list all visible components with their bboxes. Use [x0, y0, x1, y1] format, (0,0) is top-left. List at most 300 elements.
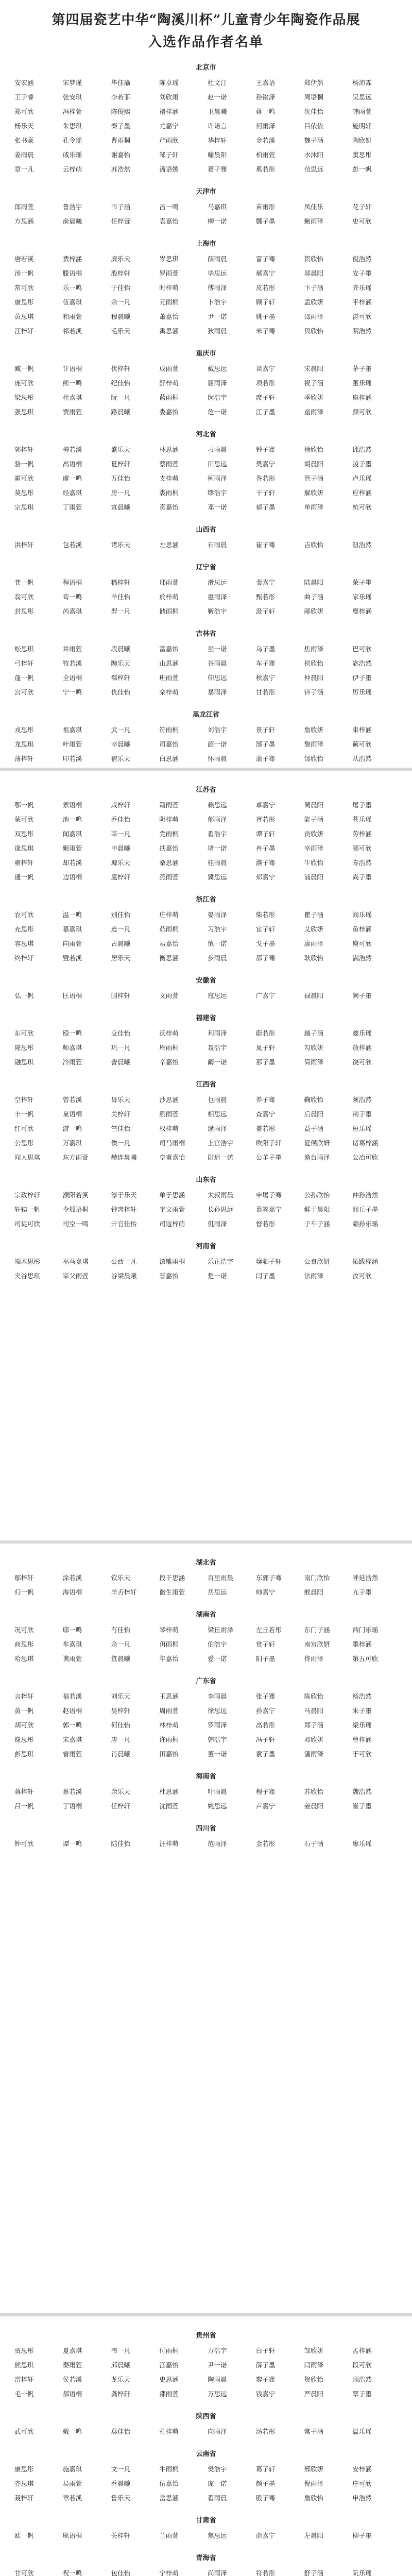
author-name: 任梓轩: [111, 1802, 131, 1810]
author-name: 潘语嫣: [159, 165, 179, 173]
author-name: 李雨晨: [208, 1692, 227, 1700]
author-name: 储雨桐: [159, 607, 179, 615]
author-name: 贾思彤: [14, 2347, 34, 2354]
author-name: 沈雨萱: [159, 1802, 179, 1810]
author-name: 唐若溪: [14, 255, 34, 263]
author-name: 端木思彤: [14, 1258, 41, 1265]
author-name: 牧若溪: [62, 659, 82, 667]
author-name: 乔佳怡: [111, 816, 131, 823]
author-name: 福若溪: [62, 1692, 82, 1700]
author-name: 詹欣妍: [304, 726, 324, 734]
author-name: 鱼梓涵: [352, 925, 372, 933]
author-name: 阙子墨: [352, 992, 372, 999]
author-name: 蒙可欣: [14, 816, 34, 823]
author-name: 有佳怡: [111, 1626, 131, 1634]
author-name: 黎雨泽: [304, 740, 324, 748]
author-name: 瞿子涵: [304, 911, 324, 919]
author-name: 亓官佳怡: [111, 1220, 137, 1228]
region-heading: 广东省: [196, 1677, 216, 1685]
author-name: 左思涵: [159, 541, 179, 549]
author-name: 第五可欣: [352, 1655, 379, 1663]
author-name: 法雨泽: [304, 1272, 324, 1280]
author-name: 麻梓涵: [352, 394, 372, 401]
author-name: 梁丘雨泽: [208, 1626, 234, 1634]
author-name: 钱嘉宁: [255, 2390, 276, 2398]
author-name: 莘一凡: [111, 830, 131, 838]
author-name: 樊嘉宁: [255, 460, 276, 468]
region-heading: 贵州省: [196, 2332, 216, 2340]
author-name: 衡思涵: [159, 954, 179, 962]
author-name: 梅若溪: [62, 446, 82, 453]
author-name: 赏子轩: [255, 1640, 276, 1648]
author-name: 郝语桐: [62, 2390, 82, 2398]
author-name: 汤若彤: [255, 2428, 276, 2435]
author-name: 禹思涵: [159, 327, 179, 335]
author-name: 夹谷思琪: [14, 1272, 41, 1280]
author-name: 方浩宇: [208, 2347, 227, 2354]
author-name: 葛子轩: [255, 2465, 276, 2473]
author-name: 乐正浩宇: [208, 1258, 234, 1265]
author-name: 齐乐瑶: [352, 284, 372, 292]
author-name: 费梓涵: [62, 255, 82, 263]
region-heading: 天津市: [196, 188, 216, 196]
author-name: 利雨泽: [208, 1029, 227, 1037]
author-name: 古晨曦: [111, 940, 131, 947]
author-name: 缪浩宇: [208, 489, 227, 497]
author-name: 姬雨萱: [62, 844, 82, 852]
author-name: 舒梓萌: [159, 379, 179, 387]
author-name: 万佳怡: [111, 474, 131, 482]
author-name: 岳思涵: [159, 2494, 179, 2502]
author-name: 刘欣雨: [159, 93, 179, 101]
author-name: 融思琪: [14, 1058, 34, 1066]
author-name: 茹雨桐: [159, 925, 179, 933]
author-name: 缑晨阳: [304, 1588, 324, 1596]
author-name: 庄梓萌: [159, 911, 179, 919]
author-name: 杨乐天: [14, 122, 34, 130]
author-name: 虞一鸣: [62, 474, 82, 482]
author-name: 郁子墨: [255, 503, 276, 511]
author-name: 乐一鸣: [62, 284, 82, 292]
author-name: 尹一诺: [208, 313, 227, 320]
author-name: 姚思远: [208, 1802, 227, 1810]
author-name: 何雨泽: [255, 122, 276, 130]
author-name-list: [5, 1095, 407, 1163]
author-name: 闵浩宇: [208, 394, 227, 401]
author-name: 宦子轩: [255, 925, 276, 933]
author-name-list: [5, 800, 407, 883]
author-name: 陆佳怡: [111, 1840, 131, 1848]
author-name: 范雨泽: [208, 1840, 227, 1848]
author-name: 邱浩然: [352, 446, 372, 453]
author-name: 昌一鸣: [159, 203, 179, 211]
author-name: 充思彤: [14, 925, 34, 933]
author-name: 靳浩宇: [208, 607, 227, 615]
author-name: 温一鸣: [62, 911, 82, 919]
region-heading: 河南省: [196, 1243, 216, 1250]
author-name: 窦思彤: [352, 151, 372, 159]
author-name: 秦雨萱: [62, 2361, 82, 2369]
author-name: 孟欣妍: [304, 298, 324, 306]
author-name: 朱子墨: [352, 1707, 372, 1715]
author-name: 却若溪: [62, 859, 82, 867]
author-name: 索语桐: [62, 801, 82, 809]
author-name: 钮浩然: [352, 541, 372, 549]
author-name: 罗雨泽: [208, 1721, 227, 1729]
author-name: 龙乐天: [111, 2376, 131, 2383]
author-name: 海语桐: [62, 1588, 82, 1596]
author-name: 洪梓轩: [14, 541, 34, 549]
author-name: 岑思琪: [159, 255, 179, 263]
author-name: 暴雨泽: [208, 688, 227, 696]
author-name: 包佳怡: [111, 2569, 131, 2576]
page-separator: [0, 768, 412, 771]
author-name: 龚一帆: [14, 579, 34, 586]
author-name: 晋嘉怡: [159, 1272, 179, 1280]
author-name: 游一鸣: [62, 1125, 82, 1132]
author-name: 鄢梓轩: [14, 1574, 34, 1582]
author-name: 居乐天: [111, 954, 131, 962]
author-name: 慎一诺: [208, 940, 227, 947]
author-name: 阳子墨: [255, 1655, 276, 1663]
author-name: 赵一诺: [208, 93, 227, 101]
author-name: 胥若彤: [255, 816, 276, 823]
author-name: 籍雨萱: [159, 801, 179, 809]
author-name: 习浩宇: [208, 925, 227, 933]
author-name: 邴欣妍: [304, 607, 324, 615]
author-name-list: [5, 644, 407, 698]
author-name: 宿乐天: [111, 755, 131, 762]
author-name: 阮乐瑶: [352, 2569, 372, 2576]
author-name: 羊舌梓轩: [111, 1588, 137, 1596]
author-name: 文雨萱: [159, 992, 179, 999]
author-name: 祝一鸣: [62, 2569, 82, 2576]
author-name: 李若菲: [111, 93, 131, 101]
author-name: 钟可欣: [14, 1840, 34, 1848]
author-name: 莫佳怡: [111, 2428, 131, 2435]
region-sections: [5, 62, 407, 764]
author-name: 许诺言: [208, 122, 227, 130]
author-name: 宁梓萌: [159, 2569, 179, 2576]
author-name: 邢雨萱: [159, 579, 179, 586]
author-name: 潘雨泽: [304, 1750, 324, 1758]
author-name: 施明轩: [352, 122, 372, 130]
author-name: 王嘉语: [255, 79, 276, 87]
author-name: 郗梓轩: [111, 674, 131, 682]
author-name: 曹雨桐: [111, 137, 131, 144]
author-name: 杜文汀: [208, 79, 227, 87]
author-name: 西门乐瑶: [352, 1626, 379, 1634]
author-name: 常可欣: [14, 284, 34, 292]
author-name: 边语桐: [62, 873, 82, 881]
author-name: 寿浩然: [352, 859, 372, 867]
author-name: 席子轩: [255, 394, 276, 401]
author-name: 司嘉怡: [159, 740, 179, 748]
author-name: 谢思彤: [14, 1736, 34, 1743]
author-name: 易嘉怡: [159, 940, 179, 947]
author-name-list: [5, 1691, 407, 1759]
author-name: 殴一鸣: [62, 1029, 82, 1037]
document-title-line-2: 入选作品作者名单: [148, 35, 264, 50]
author-name: 侯欣怡: [304, 659, 324, 667]
author-name: 孔令瑶: [62, 137, 82, 144]
author-name: 伍嘉琪: [62, 298, 82, 306]
author-name: 伯浩宇: [208, 1640, 227, 1648]
author-name: 薛雨晨: [208, 255, 227, 263]
author-name: 詹欣怡: [304, 2494, 324, 2502]
author-name: 冀思远: [208, 873, 227, 881]
author-name: 能子涵: [304, 816, 324, 823]
author-name: 武一凡: [111, 726, 131, 734]
author-name: 左丘若彤: [255, 1626, 282, 1634]
author-name: 明浩然: [352, 327, 372, 335]
author-name: 翟雨晨: [208, 2494, 227, 2502]
author-name: 吉欣怡: [304, 541, 324, 549]
author-name: 哈思琪: [14, 1655, 34, 1663]
author-name: 益子涵: [304, 1125, 324, 1132]
author-name: 蒋梓轩: [14, 1788, 34, 1795]
author-name: 华梓轩: [208, 137, 227, 144]
author-name: 宓浩然: [352, 659, 372, 667]
author-name: 桂雨晨: [208, 859, 227, 867]
author-name: 宇文雨萱: [159, 1206, 185, 1213]
author-name-list: [5, 910, 407, 963]
author-name: 卢嘉宁: [255, 1802, 276, 1810]
author-name: 张子骞: [255, 1692, 276, 1700]
author-name: 彭思琪: [14, 1750, 34, 1758]
author-name: 邢欣妍: [304, 2465, 324, 2473]
author-name: 柴若彤: [255, 911, 276, 919]
author-name: 弓梓轩: [14, 659, 34, 667]
author-name: 巫一诺: [208, 645, 227, 653]
region-heading: 湖北省: [196, 1559, 216, 1567]
author-name: 康思彤: [14, 298, 34, 306]
author-name: 扈梓轩: [111, 873, 131, 881]
author-name: 年嘉怡: [159, 1655, 179, 1663]
author-name: 公西一凡: [111, 1258, 137, 1265]
author-name: 滕语桐: [62, 269, 82, 277]
author-name: 邰欣怡: [304, 755, 324, 762]
author-name: 贡欣妍: [304, 830, 324, 838]
author-name: 厍雨桐: [159, 1044, 179, 1052]
author-name: 扶嘉怡: [159, 844, 179, 852]
author-name: 匡语桐: [62, 992, 82, 999]
region-heading: 河北省: [196, 431, 216, 438]
author-name: 昝若彤: [255, 474, 276, 482]
author-name: 钭子涵: [304, 688, 324, 696]
author-name: 庾可欣: [352, 940, 372, 947]
author-name: 双思彤: [14, 830, 34, 838]
author-name: 嵇梓轩: [111, 579, 131, 586]
author-name: 东方雨萱: [62, 1154, 89, 1161]
author-name: 卢乐瑶: [352, 474, 372, 482]
author-name: 廉乐天: [111, 255, 131, 263]
author-name: 汝可欣: [352, 1272, 372, 1280]
author-name: 武可欣: [14, 2428, 34, 2435]
author-name: 广嘉宁: [255, 992, 276, 999]
author-name: 毋乐天: [111, 1096, 131, 1104]
author-name: 敖梓涵: [352, 1044, 372, 1052]
author-name: 郝嘉宁: [255, 269, 276, 277]
author-name: 裘雨桐: [159, 489, 179, 497]
author-name: 戚乐瑶: [62, 151, 82, 159]
author-name: 丁语桐: [62, 1802, 82, 1810]
author-name: 田思远: [208, 460, 227, 468]
author-name: 欧阳子轩: [255, 1139, 282, 1147]
author-name: 谭一鸣: [62, 1840, 82, 1848]
author-name: 董乐瑶: [352, 379, 372, 387]
author-name: 从浩然: [352, 755, 372, 762]
author-name: 柯雨泽: [208, 474, 227, 482]
author-name: 姜晨阳: [304, 1802, 324, 1810]
author-name-list: [5, 445, 407, 513]
author-name: 欧一帆: [14, 2532, 34, 2539]
author-name: 公良欣妍: [304, 1258, 330, 1265]
author-name: 魏浩然: [352, 1788, 372, 1795]
author-name: 安梓涵: [352, 2465, 372, 2473]
author-name: 阚一诺: [208, 1058, 227, 1066]
author-name: 盖若彤: [255, 1125, 276, 1132]
author-name: 韩雨萱: [352, 108, 372, 115]
author-name: 高语桐: [62, 460, 82, 468]
author-name: 山思涵: [159, 659, 179, 667]
author-name-list: [5, 540, 407, 550]
author-name: 毕思远: [208, 269, 227, 277]
author-name: 郁雨泽: [208, 816, 227, 823]
author-name: 晁子轩: [255, 1044, 276, 1052]
author-name: 应梓涵: [352, 489, 372, 497]
author-name: 文一凡: [111, 2465, 131, 2473]
author-name: 祖嘉琪: [62, 726, 82, 734]
author-name: 左晨阳: [304, 2532, 324, 2539]
author-name: 糜梓涵: [352, 607, 372, 615]
author-name: 梁乐瑶: [352, 1721, 372, 1729]
author-name: 覃子墨: [352, 2390, 372, 2398]
region-heading: 安徽省: [196, 977, 216, 985]
author-name: 曾雨萱: [62, 1750, 82, 1758]
author-name: 巴可欣: [352, 645, 372, 653]
author-name: 黄一帆: [14, 1707, 34, 1715]
author-name: 俟一凡: [111, 1139, 131, 1147]
author-name: 包若溪: [62, 541, 82, 549]
author-name: 强思琪: [14, 408, 34, 416]
author-name: 赫连晨曦: [111, 1154, 137, 1161]
author-name: 钦乐天: [111, 1574, 131, 1582]
author-name: 越子涵: [304, 1029, 324, 1037]
author-name-list: [5, 725, 407, 764]
author-name: 鄂一帆: [14, 801, 34, 809]
author-name: 濮子骞: [255, 859, 276, 867]
author-name: 石子涵: [304, 1840, 324, 1848]
author-name: 时梓萌: [159, 284, 179, 292]
author-name: 关梓轩: [111, 1110, 131, 1118]
author-name: 付雨桐: [159, 2347, 179, 2354]
author-name: 卞子涵: [304, 284, 324, 292]
author-name: 寇思远: [208, 992, 227, 999]
author-name: 倪浩然: [352, 255, 372, 263]
author-name: 舒子涵: [304, 2569, 324, 2576]
author-name: 勾欣妍: [304, 1044, 324, 1052]
author-name: 花子轩: [352, 203, 372, 211]
author-name: 戴思远: [208, 365, 227, 372]
region-sections: [5, 2330, 407, 2576]
author-name: 帅嘉宁: [255, 1588, 276, 1596]
author-name: 尚子墨: [352, 873, 372, 881]
author-name: 戎思彤: [14, 726, 34, 734]
author-name: 涂若溪: [62, 1574, 82, 1582]
author-name: 容思琪: [14, 940, 34, 947]
author-name: 钟离梓轩: [111, 1206, 137, 1213]
document-page-4: [5, 2318, 407, 2576]
author-name: 余乐天: [111, 1788, 131, 1795]
author-name: 徐欣怡: [304, 446, 324, 453]
author-name: 景子轩: [255, 726, 276, 734]
author-name: 季欣妍: [304, 394, 324, 401]
author-name: 微生雨萱: [159, 1588, 185, 1596]
author-name: 漆雕雨桐: [159, 1258, 185, 1265]
author-name: 毛乐天: [111, 327, 131, 335]
author-name: 毕佳瑜: [111, 79, 131, 87]
author-name: 侯若溪: [62, 2376, 82, 2383]
author-name: 邵雨泽: [304, 313, 324, 320]
author-name: 蔡雨萱: [159, 460, 179, 468]
author-name: 褚梓涵: [159, 108, 179, 115]
author-name: 苏浩然: [111, 165, 131, 173]
author-name: 邬晨阳: [304, 269, 324, 277]
region-heading: 海南省: [196, 1773, 216, 1781]
author-name: 祁若溪: [62, 327, 82, 335]
author-name: 屠子墨: [352, 801, 372, 809]
author-name: 郏嘉宁: [255, 873, 276, 881]
author-name: 司寇梓萌: [159, 1220, 185, 1228]
author-name: 竺佳怡: [111, 1125, 131, 1132]
author-name: 支梓萌: [159, 474, 179, 482]
author-name-list: [5, 2346, 407, 2399]
author-name: 蔡若溪: [62, 1788, 82, 1795]
author-name: 封思彤: [14, 607, 34, 615]
author-name: 顾子轩: [255, 298, 276, 306]
region-heading: 福建省: [196, 1014, 216, 1022]
author-name: 余一凡: [111, 298, 131, 306]
author-name: 袁嘉怡: [159, 217, 179, 225]
author-name: 房一凡: [111, 489, 131, 497]
author-name: 雍梓轩: [14, 859, 34, 867]
author-name: 解欣妍: [304, 489, 324, 497]
author-name: 韦子涵: [111, 203, 131, 211]
author-name: 倪雨泽: [304, 2480, 324, 2487]
author-name: 殷子骞: [255, 2494, 276, 2502]
author-name-list: [5, 1257, 407, 1281]
author-name: 南宫欣妍: [304, 1640, 330, 1648]
author-name: 蓟可欣: [352, 740, 372, 748]
author-name: 莫思彤: [14, 489, 34, 497]
author-name: 曹梓涵: [352, 1736, 372, 1743]
author-name: 秦子墨: [111, 122, 131, 130]
author-name: 空梓轩: [14, 1096, 34, 1104]
author-name: 梁思彤: [14, 394, 34, 401]
author-name: 林思涵: [159, 446, 179, 453]
author-name: 耿欣怡: [304, 954, 324, 962]
author-name: 尹一诺: [208, 2361, 227, 2369]
author-name: 终梓轩: [14, 954, 34, 962]
author-name: 石雨晨: [208, 541, 227, 549]
author-name: 向雨泽: [208, 2428, 227, 2435]
author-name: 施嘉琪: [62, 2465, 82, 2473]
author-name: 戈子墨: [255, 940, 276, 947]
author-name: 宋梦瑾: [62, 79, 82, 87]
author-name: 孙嘉宁: [255, 1707, 276, 1715]
author-name: 单雨泽: [304, 503, 324, 511]
